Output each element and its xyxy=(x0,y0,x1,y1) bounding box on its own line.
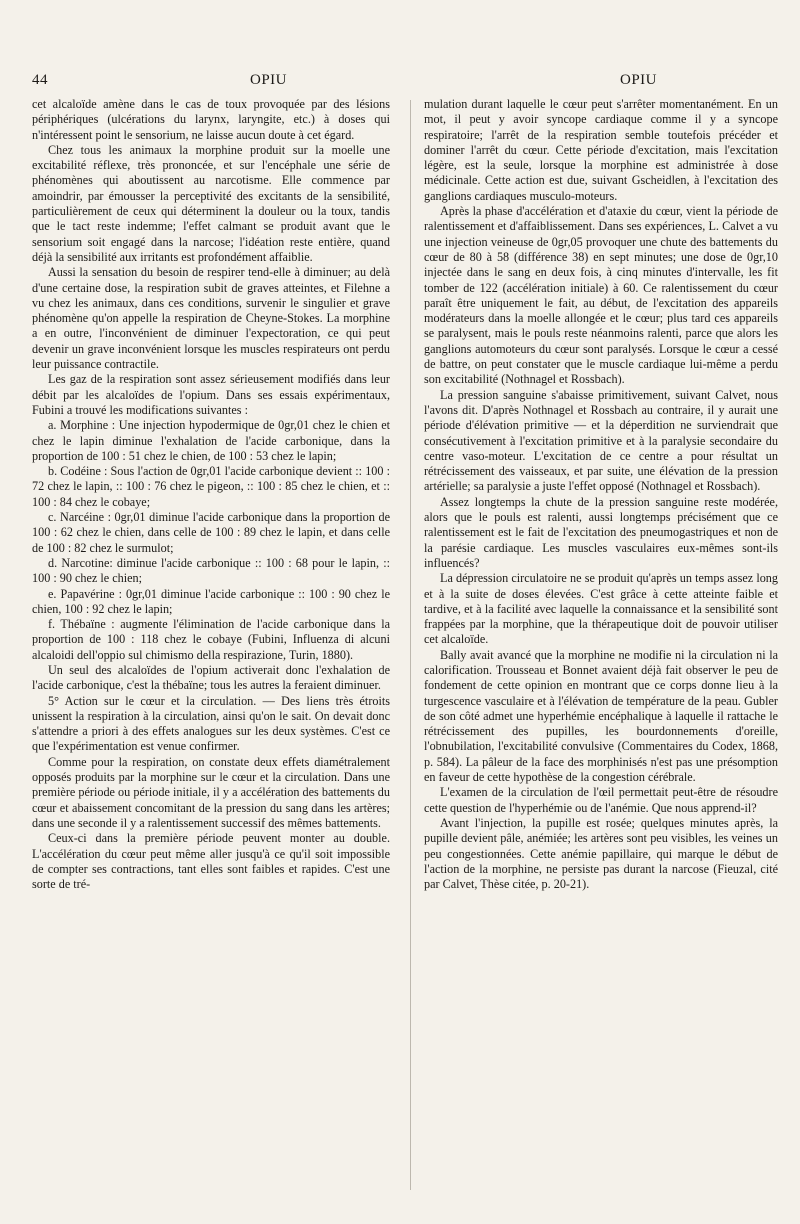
paragraph: Bally avait avancé que la morphine ne modifie ni la circulation ni la calorification. Trousseau et Bonnet avaient déjà fait observer le peu de fondement de cette opinion en montrant que ce corps donne lieu à la turgescence vasculaire et à l'élévation de température de la peau. Gubler de son côté admet une hyperhémie encéphalique à laquelle il rattache le rétrécissement des pupilles, les bourdonnements d'oreille, l'obnubilation, l'excitabilité convulsive (Commentaires du Codex, 1868, p. 584). La pâleur de la face des morphinisés n'est pas une présomption en faveur de cette hypothèse de la congestion cérébrale. xyxy=(424,647,778,785)
paragraph: Un seul des alcaloïdes de l'opium activerait donc l'exhalation de l'acide carbonique, c'est la thébaïne; tous les autres la feraient diminuer. xyxy=(32,662,390,693)
paragraph: Après la phase d'accélération et d'ataxie du cœur, vient la période de ralentissement et d'affaiblissement. Dans ses expériences, L. Calvet a vu une injection veineuse de 0gr,05 provoquer une chute des battements du cœur de 80 à 58 (différence 38) en sept minutes; une dose de 0gr,10 injectée dans le sang en deux fois, à cinq minutes d'intervalle, les fit tomber de 122 (accélération initiale) à 60. Ce ralentissement du cœur paraît être uniquement le fait, au début, de l'excitation des appareils modérateurs dans la moelle allongée et le cœur; plus tard ces appareils se paralysent, mais le pouls reste néanmoins ralenti, parce que alors les ganglions automoteurs du cœur sont paralysés. Lorsque le cœur a cessé de battre, on peut constater que le muscle cardiaque lui-même a perdu son excitabilité (Nothnagel et Rossbach). xyxy=(424,204,778,387)
paragraph: Avant l'injection, la pupille est rosée; quelques minutes après, la pupille devient pâle, anémiée; les artères sont peu visibles, les veines un peu congestionnées. Cette anémie papillaire, qui marque le début de l'action de la morphine, ne persiste pas durant la narcose (Fieuzal, cité par Calvet, Thèse citée, p. 20-21). xyxy=(424,815,778,892)
list-item: c. Narcéine : 0gr,01 diminue l'acide carbonique dans la proportion de 100 : 62 chez le chien, dans celle de 100 : 89 chez le lapin, et dans celle de 100 : 82 chez le surmulot; xyxy=(32,510,390,555)
left-column xyxy=(32,97,390,892)
paragraph: cet alcaloïde amène dans le cas de toux provoquée par des lésions périphériques (ulcérations du larynx, laryngite, etc.) à doses qui n'intéressent point le sensorium, ne laisse aucun doute à cet égard. xyxy=(32,97,390,142)
paragraph: La dépression circulatoire ne se produit qu'après un temps assez long et à la suite de doses élevées. C'est grâce à cette atteinte faible et tardive, et à la facilité avec laquelle la connaissance et la sensibilité sont frappées par la morphine, que la thérapeutique doit de pouvoir utiliser cet alcaloïde. xyxy=(424,571,778,647)
paragraph: L'examen de la circulation de l'œil permettait peut-être de résoudre cette question de l'hyperhémie ou de l'anémie. Que nous apprend-il? xyxy=(424,785,778,815)
paragraph: Chez tous les animaux la morphine produit sur la moelle une excitabilité réflexe, très prononcée, et sur l'encéphale une série de phénomènes qui aboutissent au narcotisme. Elle commence par amoindrir, par émousser la perceptivité des excitants de la sensibilité, particulièrement de ceux qui déterminent la douleur ou la toux, tandis que le tact reste indemme; l'effet calmant se produit avant que le sensorium soit engagé dans la narcose; l'idéation reste entière, quand déjà la sensibilité aux irritants est profondément affaiblie. xyxy=(32,142,390,264)
paragraph: mulation durant laquelle le cœur peut s'arrêter momentanément. En un mot, il peut y avoir syncope cardiaque comme il y a syncope respiratoire; l'arrêt de la respiration semble toutefois précéder et dominer l'arrêt du cœur. Cette période d'excitation, mais l'excitation légère, est la seule, lorsque la morphine est administrée à dose médicinale. Cette action est due, suivant Gscheidlen, à l'excitation des ganglions cardiaques musculo-moteurs. xyxy=(424,97,778,203)
list-item: e. Papavérine : 0gr,01 diminue l'acide carbonique :: 100 : 90 chez le chien, 100 : 92 chez le lapin; xyxy=(32,586,390,616)
paragraph: Assez longtemps la chute de la pression sanguine reste modérée, alors que le pouls est ralenti, aussi longtemps précisément que ce ralentissement est le fait de l'excitation des pneumogastriques et non de la parésie cardiaque. Les muscles vasculaires eux-mêmes sont-ils influencés? xyxy=(424,494,778,570)
running-title-left: OPIU xyxy=(250,72,288,88)
running-header xyxy=(32,72,772,94)
column-divider xyxy=(410,100,411,1190)
right-column xyxy=(424,97,778,892)
section-paragraph: 5° Action sur le cœur et la circulation. — Des liens très étroits unissent la respiration à la circulation, ainsi qu'on le sait. On devait donc s'attendre a priori à des effets analogues sur les deux systèmes. C'est ce que l'expérimentation est venue confirmer. xyxy=(32,693,390,754)
list-item: f. Thébaïne : augmente l'élimination de l'acide carbonique dans la proportion de 100 : 118 chez le cobaye (Fubini, Influenza di alcuni alcaloidi dell'oppio sul chimismo della respirazione, Turin, 1880). xyxy=(32,617,390,662)
paragraph: La pression sanguine s'abaisse primitivement, suivant Calvet, nous l'avons dit. D'après Nothnagel et Rossbach au contraire, il y aurait une période d'élévation primitive — et la déperdition ne surviendrait que consécutivement à l'excitation primitive et à la paralysie secondaire du centre vaso-moteur. L'excitation de ce centre a pour résultat un rétrécissement des vaisseaux, et par suite, une élévation de la pression artérielle; sa paralysie a juste l'effet opposé (Nothnagel et Rossbach). xyxy=(424,387,778,494)
paragraph: Aussi la sensation du besoin de respirer tend-elle à diminuer; au delà d'une certaine dose, la respiration subit de graves atteintes, et Filehne a vu chez les animaux, dans ces conditions, survenir le singulier et grave phénomène qu'on appelle la respiration de Cheyne-Stokes. La morphine a en outre, l'inconvénient de diminuer l'expectoration, ce qui peut devenir un grave inconvénient lorsque les muscles respirateurs ont perdu leur puissance contractile. xyxy=(32,265,390,372)
paragraph: Les gaz de la respiration sont assez sérieusement modifiés dans leur débit par les alcaloïdes de l'opium. Dans ses essais expérimentaux, Fubini a trouvé les modifications suivantes : xyxy=(32,372,390,417)
paragraph: Ceux-ci dans la première période peuvent monter au double. L'accélération du cœur peut même aller jusqu'à ce qu'il soit impossible de compter ses contractions, tant elles sont faibles et rapides. C'est une sorte de tré- xyxy=(32,831,390,892)
running-title-right: OPIU xyxy=(620,72,658,88)
paragraph: Comme pour la respiration, on constate deux effets diamétralement opposés produits par la morphine sur le cœur et la circulation. Dans une première période ou période initiale, il y a accélération des battements du cœur et abaissement concomitant de la pression du sang dans les artères; dans une seconde il y a ralentissement successif des mêmes battements. xyxy=(32,754,390,830)
list-item: b. Codéine : Sous l'action de 0gr,01 l'acide carbonique devient :: 100 : 72 chez le lapin, :: 100 : 76 chez le pigeon, :: 100 : 85 chez le chien, et :: 100 : 84 chez le cobaye; xyxy=(32,464,390,509)
list-item: d. Narcotine: diminue l'acide carbonique :: 100 : 68 pour le lapin, :: 100 : 90 chez le chien; xyxy=(32,555,390,586)
page-number: 44 xyxy=(32,72,48,88)
list-item: a. Morphine : Une injection hypodermique de 0gr,01 chez le chien et chez le lapin diminue l'exhalation de l'acide carbonique, dans la proportion de 100 : 51 chez le chien, de 100 : 53 chez le lapin; xyxy=(32,418,390,463)
